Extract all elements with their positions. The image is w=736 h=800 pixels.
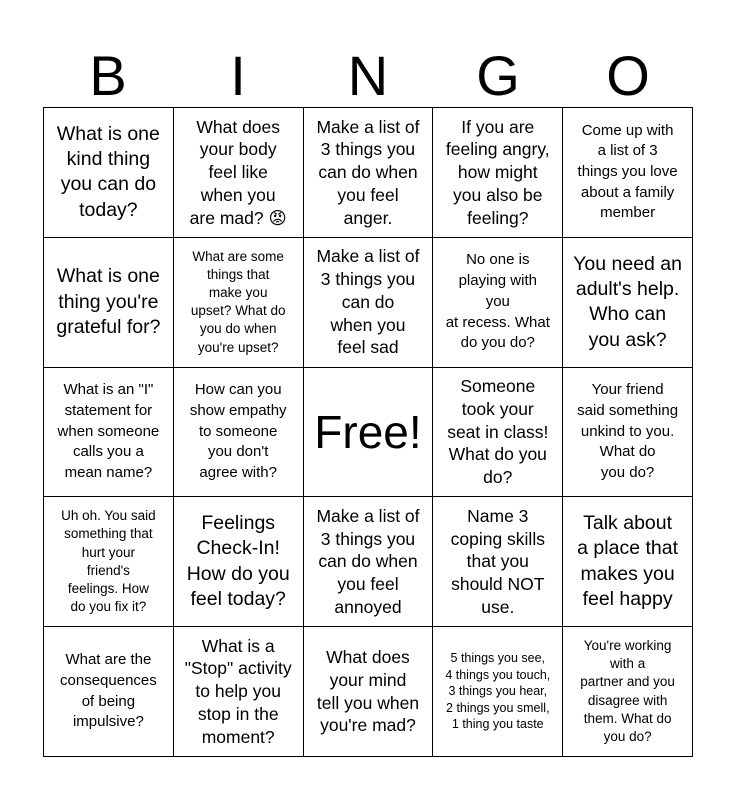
bingo-cell-text: What does your body feel like when you are mad? 😡 bbox=[189, 116, 287, 228]
bingo-cell-text: What is an "I" statement for when someone calls you a mean name? bbox=[57, 381, 160, 482]
header-letter-n: N bbox=[347, 44, 389, 107]
bingo-cell[interactable] bbox=[433, 497, 563, 627]
bingo-cell-text: Talk about a place that makes you feel happy bbox=[577, 512, 678, 611]
bingo-cell[interactable] bbox=[433, 368, 563, 498]
bingo-cell[interactable] bbox=[44, 627, 174, 757]
bingo-cell[interactable] bbox=[304, 627, 434, 757]
bingo-cell[interactable] bbox=[174, 368, 304, 498]
bingo-cell[interactable] bbox=[174, 238, 304, 368]
free-space-cell[interactable] bbox=[304, 368, 434, 498]
bingo-cell-text: Your friend said something unkind to you. What do you do? bbox=[577, 381, 679, 482]
bingo-cell[interactable] bbox=[563, 497, 693, 627]
bingo-cell[interactable] bbox=[304, 238, 434, 368]
bingo-cell[interactable] bbox=[433, 238, 563, 368]
bingo-cell[interactable] bbox=[563, 238, 693, 368]
bingo-cell-text: You're working with a partner and you disagree with them. What do you do? bbox=[580, 637, 675, 745]
bingo-cell-text: What is one kind thing you can do today? bbox=[56, 122, 160, 221]
bingo-cell[interactable] bbox=[304, 108, 434, 238]
bingo-cell-text: You need an adult's help. Who can you ask? bbox=[573, 252, 682, 351]
bingo-cell-text: What is a "Stop" activity to help you stop in the moment? bbox=[184, 635, 292, 747]
bingo-cell-text: Name 3 coping skills that you should NOT use. bbox=[450, 505, 545, 617]
bingo-cell[interactable] bbox=[304, 497, 434, 627]
bingo-cell-text: Come up with a list of 3 things you love about a family member bbox=[577, 121, 678, 222]
bingo-cell[interactable] bbox=[563, 368, 693, 498]
bingo-cell[interactable] bbox=[44, 368, 174, 498]
bingo-cell[interactable] bbox=[174, 108, 304, 238]
bingo-cell-text: Free! bbox=[314, 405, 422, 458]
bingo-cell-text: What is one thing you're grateful for? bbox=[56, 265, 161, 338]
bingo-cell[interactable] bbox=[174, 497, 304, 627]
header-letter-o: O bbox=[606, 44, 650, 107]
bingo-card-grid bbox=[43, 107, 693, 757]
header-letter-i: I bbox=[230, 44, 246, 107]
bingo-cell-text: Make a list of 3 things you can do when you feel sad bbox=[316, 246, 420, 358]
bingo-cell[interactable] bbox=[44, 108, 174, 238]
bingo-cell[interactable] bbox=[433, 627, 563, 757]
bingo-cell[interactable] bbox=[563, 627, 693, 757]
bingo-cell[interactable] bbox=[44, 497, 174, 627]
bingo-cell-text: Make a list of 3 things you can do when you feel anger. bbox=[316, 116, 420, 228]
bingo-header bbox=[43, 44, 693, 108]
bingo-cell-text: What are some things that make you upset? What do you do when you're upset? bbox=[190, 248, 286, 355]
bingo-cell-text: How can you show empathy to someone you don't agree with? bbox=[189, 381, 287, 482]
bingo-cell-text: Make a list of 3 things you can do when you feel annoyed bbox=[316, 505, 420, 617]
header-letter-g: G bbox=[476, 44, 520, 107]
bingo-cell[interactable] bbox=[433, 108, 563, 238]
bingo-cell-text: Someone took your seat in class! What do you do? bbox=[447, 376, 549, 488]
bingo-cell-text: Uh oh. You said something that hurt your friend's feelings. How do you fix it? bbox=[61, 508, 156, 615]
header-letter-b: B bbox=[89, 44, 127, 107]
bingo-cell[interactable] bbox=[44, 238, 174, 368]
bingo-cell-text: 5 things you see, 4 things you touch, 3 things you hear, 2 things you smell, 1 thing you taste bbox=[445, 651, 551, 732]
bingo-cell-text: If you are feeling angry, how might you also be feeling? bbox=[445, 116, 550, 228]
bingo-cell[interactable] bbox=[563, 108, 693, 238]
bingo-cell[interactable] bbox=[174, 627, 304, 757]
bingo-cell-text: No one is playing with you at recess. What do you do? bbox=[445, 251, 550, 352]
bingo-cell-text: Feelings Check-In! How do you feel today? bbox=[186, 512, 290, 611]
bingo-cell-text: What does your mind tell you when you're mad? bbox=[316, 647, 420, 736]
bingo-cell-text: What are the consequences of being impulsive? bbox=[60, 651, 157, 731]
